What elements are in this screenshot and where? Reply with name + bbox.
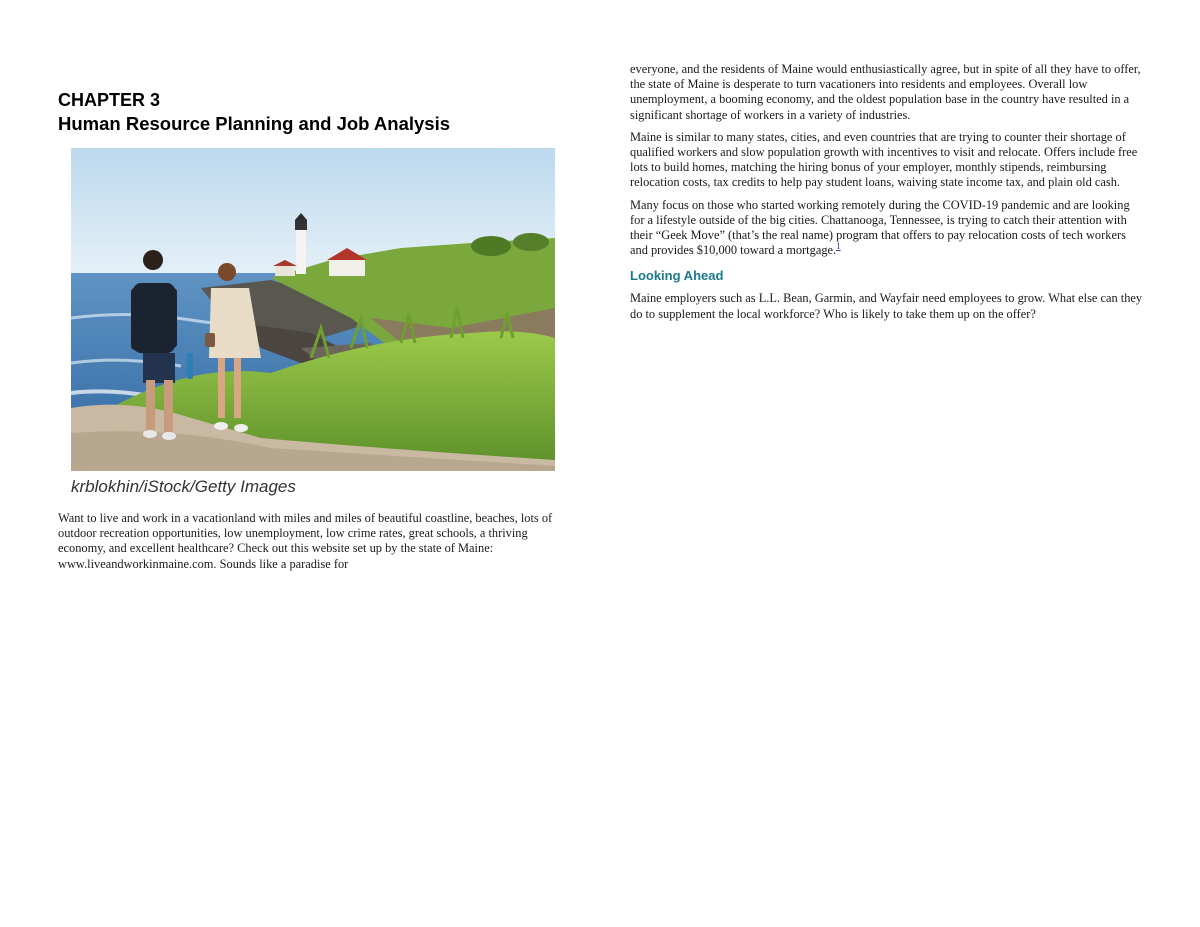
incentives-paragraph: Maine is similar to many states, cities, and even countries that are trying to counter their shortage of qualified workers and slow population growth with incentives to visit and relocate. Offers include free lots to build homes, matching the hiring bonus of your employer, monthly stipends, reimbursing relocation costs, tax credits to help pay student loans, waiving state income tax, and plain old cash. bbox=[630, 129, 1138, 190]
intro-paragraph: Want to live and work in a vacationland with miles and miles of beautiful coastline, beaches, lots of outdoor recreation opportunities, low unemployment, low crime rates, great schools, a thriving economy, and excellent healthcare? Check out this website set up by the state of Maine: www.liveandworkinmaine.com. Sounds like a paradise for bbox=[58, 511, 553, 571]
chapter-heading bbox=[58, 89, 578, 136]
chapter-number: CHAPTER 3 bbox=[58, 90, 161, 110]
chapter-title: Human Resource Planning and Job Analysis bbox=[58, 113, 451, 134]
continued-paragraph: everyone, and the residents of Maine would enthusiastically agree, but in spite of all they have to offer, the state of Maine is desperate to turn vacationers into residents and employees. Overall low unemployment, a booming economy, and the oldest population base in the country have resulted in a significant shortage of workers in a variety of industries. bbox=[630, 62, 1141, 122]
looking-ahead-heading: Looking Ahead bbox=[630, 268, 724, 284]
looking-ahead-paragraph: Maine employers such as L.L. Bean, Garmin, and Wayfair need employees to grow. What else can they do to supplement the local workforce? Who is likely to take them up on the offer? bbox=[630, 291, 1143, 321]
chapter-photo bbox=[71, 148, 555, 471]
photo-caption: krblokhin/iStock/Getty Images bbox=[71, 477, 296, 496]
remote-work-paragraph bbox=[630, 198, 1145, 259]
footnote-link[interactable]: 1 bbox=[836, 241, 841, 252]
remote-work-text: Many focus on those who started working remotely during the COVID-19 pandemic and are looking for a lifestyle outside of the big cities. Chattanooga, Tennessee, is trying to catch their attention with their “Geek Move” (that’s the real name) program that offers to pay relocation costs of tech workers and provides $10,000 toward a mortgage. bbox=[630, 197, 1130, 258]
right-column bbox=[630, 62, 1145, 329]
